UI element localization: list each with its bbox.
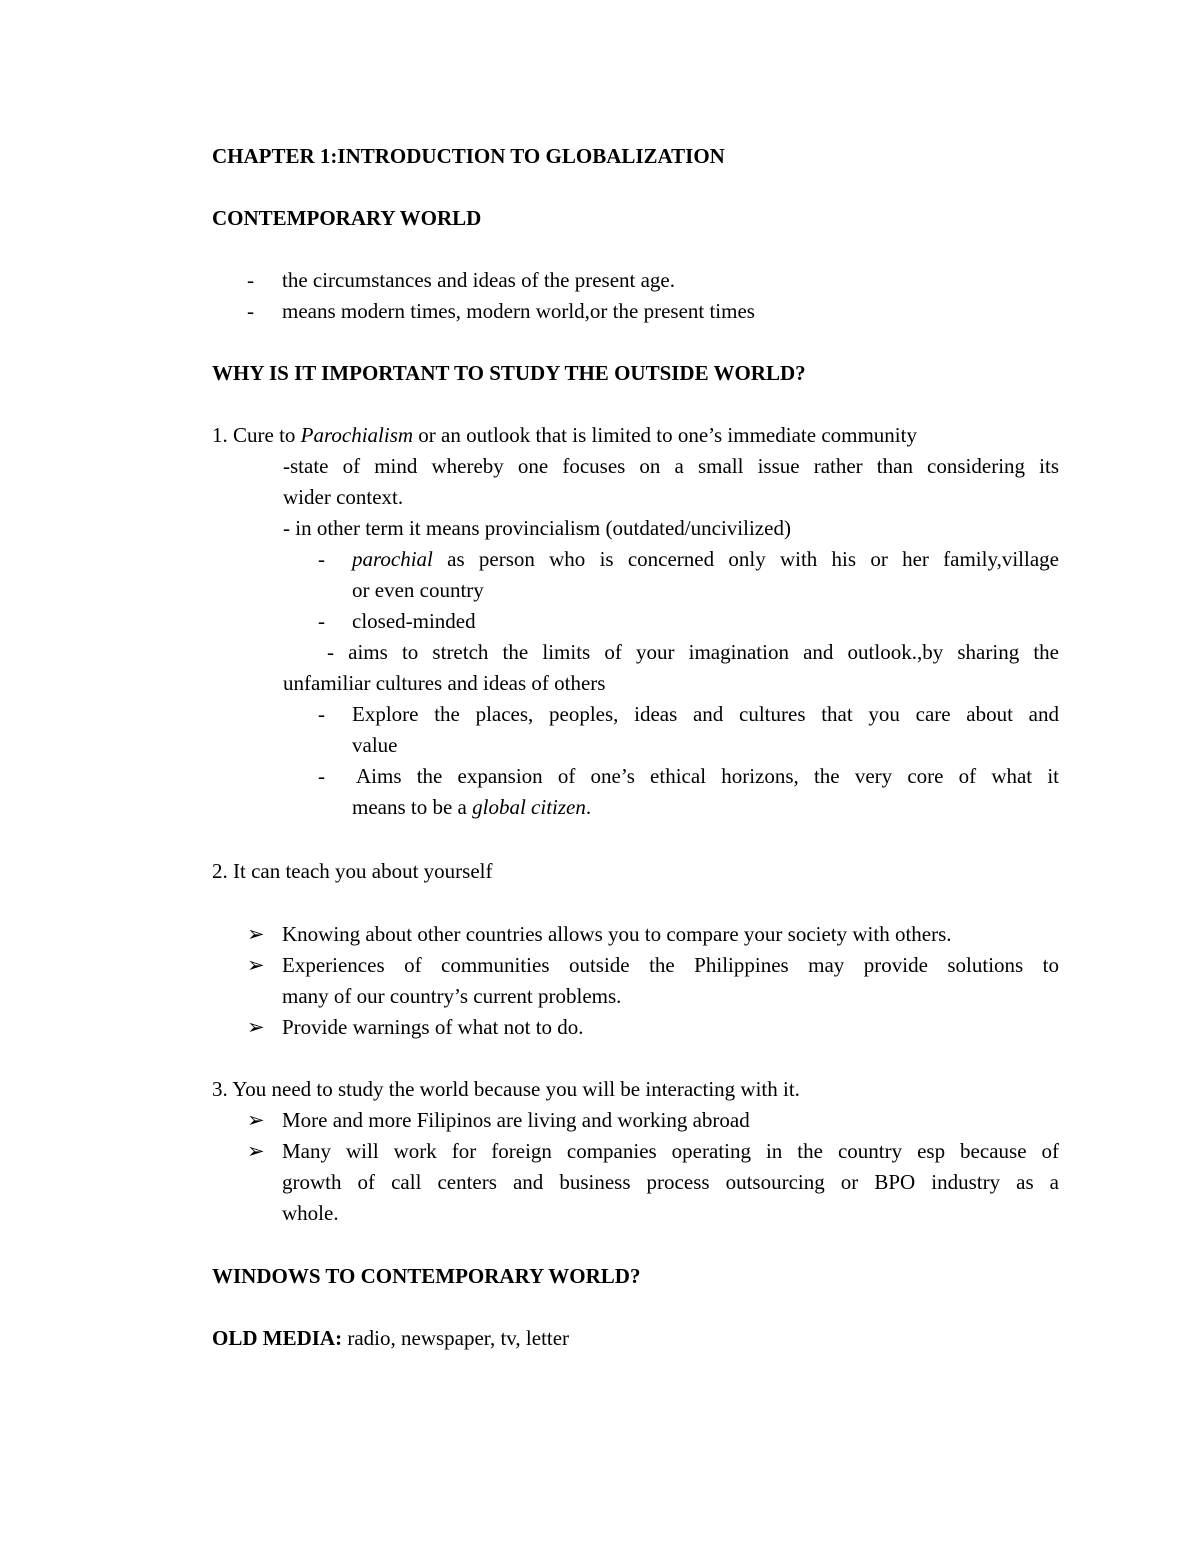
parochial-term: parochial	[352, 547, 433, 571]
point-3-heading: 3. You need to study the world because you will be interacting with it.	[212, 1077, 800, 1101]
dash-marker: -	[318, 609, 325, 633]
point-2-heading: 2. It can teach you about yourself	[212, 859, 493, 883]
bullet-item: More and more Filipinos are living and working abroad	[282, 1108, 750, 1132]
arrow-bullet: ➢	[247, 1139, 265, 1163]
global-citizen-lead: means to be a	[352, 795, 473, 819]
explore-line: Explore the places, peoples, ideas and cultures that you care about and	[352, 702, 1059, 726]
expansion-line: Aims the expansion of one’s ethical horizons, the very core of what it	[356, 764, 1059, 788]
bullet-item: Provide warnings of what not to do.	[282, 1015, 584, 1039]
parochial-line	[352, 545, 1059, 573]
parochial-line-2: or even country	[352, 578, 484, 602]
why-heading: WHY IS IT IMPORTANT TO STUDY THE OUTSIDE WORLD?	[212, 361, 806, 385]
closed-minded-line: closed-minded	[352, 609, 476, 633]
dash-marker: -	[247, 299, 254, 323]
point-1-heading	[212, 421, 917, 449]
old-media-text: radio, newspaper, tv, letter	[342, 1326, 570, 1350]
bullet-item-line-2: growth of call centers and business process outsourcing or BPO industry as a	[282, 1170, 1059, 1194]
bullet-item-line-3: whole.	[282, 1201, 339, 1225]
dash-marker: -	[318, 702, 325, 726]
aims-line-2: unfamiliar cultures and ideas of others	[283, 671, 606, 695]
dash-marker: -	[318, 764, 325, 788]
aims-line: - aims to stretch the limits of your imagination and outlook.,by sharing the	[327, 640, 1059, 664]
state-of-mind-line-2: wider context.	[283, 485, 404, 509]
bullet-item: Experiences of communities outside the Philippines may provide solutions to	[282, 953, 1059, 977]
arrow-bullet: ➢	[247, 1015, 265, 1039]
dash-marker: -	[318, 547, 325, 571]
bullet-item: Many will work for foreign companies operating in the country esp because of	[282, 1139, 1059, 1163]
provincialism-line: - in other term it means provincialism (outdated/uncivilized)	[283, 516, 791, 540]
old-media-line	[212, 1324, 569, 1352]
parochialism-term: Parochialism	[300, 423, 414, 447]
contemporary-heading: CONTEMPORARY WORLD	[212, 206, 482, 230]
old-media-label: OLD MEDIA:	[212, 1326, 343, 1350]
global-citizen-line	[352, 793, 591, 821]
arrow-bullet: ➢	[247, 1108, 265, 1132]
chapter-title: CHAPTER 1:INTRODUCTION TO GLOBALIZATION	[212, 144, 725, 168]
point-1-rest: or an outlook that is limited to one’s immediate community	[413, 423, 917, 447]
windows-heading: WINDOWS TO CONTEMPORARY WORLD?	[212, 1264, 641, 1288]
arrow-bullet: ➢	[247, 922, 265, 946]
arrow-bullet: ➢	[247, 953, 265, 977]
global-citizen-end: .	[585, 795, 592, 819]
bullet-item-line-2: many of our country’s current problems.	[282, 984, 622, 1008]
contemporary-item: the circumstances and ideas of the present age.	[282, 268, 676, 292]
explore-line-2: value	[352, 733, 398, 757]
point-1-lead: 1. Cure to	[212, 423, 301, 447]
dash-marker: -	[247, 268, 254, 292]
bullet-item: Knowing about other countries allows you to compare your society with others.	[282, 922, 952, 946]
global-citizen-term: global citizen	[472, 795, 586, 819]
parochial-definition: as person who is concerned only with his or her family,village	[432, 547, 1059, 571]
state-of-mind-line: -state of mind whereby one focuses on a small issue rather than considering its	[283, 454, 1059, 478]
contemporary-item: means modern times, modern world,or the present times	[282, 299, 755, 323]
